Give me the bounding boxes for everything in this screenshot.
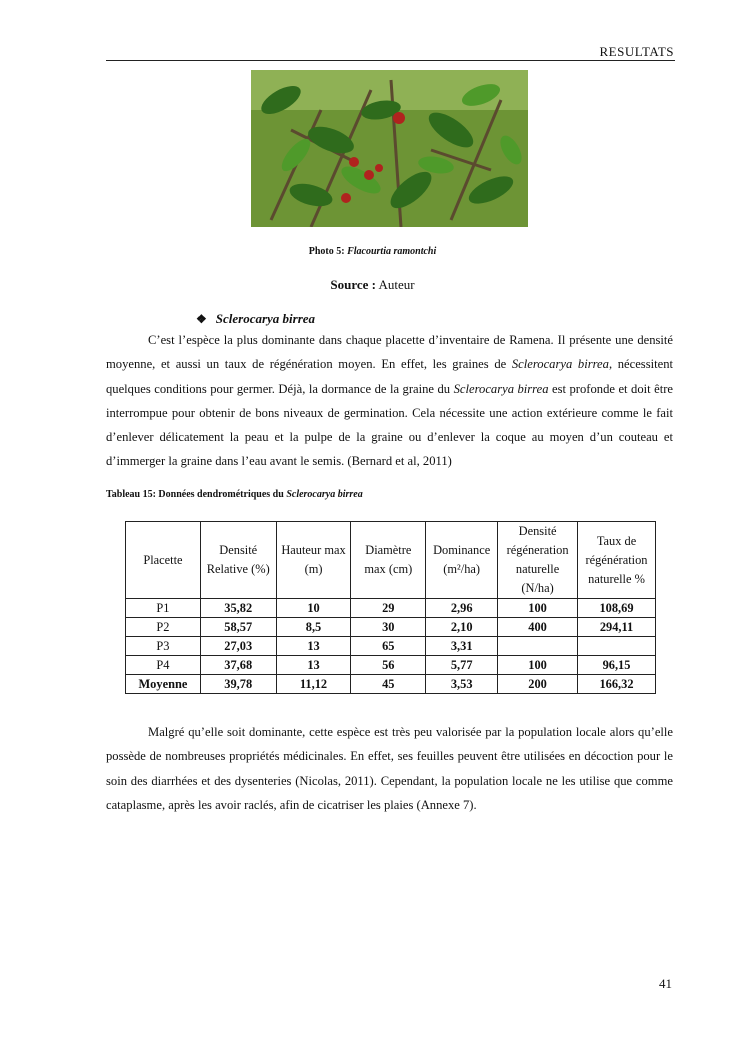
- table-cell: 65: [351, 637, 426, 656]
- table-cell: 294,11: [578, 618, 656, 637]
- diamond-bullet-icon: ❖: [196, 312, 207, 326]
- table-caption: [106, 489, 363, 500]
- paragraph-1-text-3: est profonde et doit être interrompue pour obtenir de bons niveaux de germination. Cela nécessite une action extérieure comme le fait d’enlever délicatement la peau et la pulpe de la graine ou d’enlever la coque au moyen d’un couteau et d’immerger la graine dans l’eau avant le semis. (Bernard et al, 2011): [106, 381, 674, 469]
- table-cell: P1: [126, 599, 201, 618]
- paragraph-2-text: Malgré qu’elle soit dominante, cette espèce est très peu valorisée par la population locale alors qu’elle possède de nombreuses propriétés médicinales. En effet, ses feuilles peuvent être utilisées en décoction pour le soin des diarrhées et des dysenteries (Nicolas, 2011). Cependant, la population locale ne les utilise que comme cataplasme, après les avoir raclés, afin de cicatriser les plaies (Annexe 7).: [106, 725, 673, 812]
- paragraph-2: [106, 720, 673, 817]
- table-cell: 3,31: [426, 637, 498, 656]
- table-caption-prefix: Tableau 15: Données dendrométriques du: [106, 489, 287, 500]
- table-row: [126, 656, 656, 675]
- table-cell: 10: [276, 599, 351, 618]
- paragraph-1: [106, 328, 673, 474]
- table-cell: 8,5: [276, 618, 351, 637]
- table-cell: P2: [126, 618, 201, 637]
- paragraph-1-text-2: , nécessitent quelques conditions pour germer. Déjà, la dormance de la graine du: [106, 357, 673, 396]
- table-cell: 39,78: [200, 675, 276, 694]
- foliage-illustration: [251, 70, 528, 227]
- table-row: [126, 599, 656, 618]
- table-header: Hauteur max (m): [276, 522, 351, 599]
- table-cell: 5,77: [426, 656, 498, 675]
- table-row: [126, 637, 656, 656]
- table-cell: 400: [498, 618, 578, 637]
- table-cell: 200: [498, 675, 578, 694]
- table-cell: P3: [126, 637, 201, 656]
- source-value: Auteur: [375, 277, 415, 292]
- table-cell: 108,69: [578, 599, 656, 618]
- table-cell: P4: [126, 656, 201, 675]
- section-title: RESULTATS: [599, 44, 674, 59]
- plant-photo: [251, 70, 528, 227]
- table-total-row: [126, 675, 656, 694]
- table-caption-species: Sclerocarya birrea: [286, 489, 363, 500]
- paragraph-1-text-1: C’est l’espèce la plus dominante dans chaque placette d’inventaire de Ramena. Il présente une densité moyenne, et aussi un taux de régénération moyen. En effet, les graines de: [106, 333, 673, 372]
- table-cell: 11,12: [276, 675, 351, 694]
- table-cell: [578, 637, 656, 656]
- table-cell: 45: [351, 675, 426, 694]
- table-cell: 13: [276, 637, 351, 656]
- table-header: Dominance (m²/ha): [426, 522, 498, 599]
- table-cell: 96,15: [578, 656, 656, 675]
- page-number: 41: [659, 976, 672, 991]
- table-header: Densité Relative (%): [200, 522, 276, 599]
- table-cell: 100: [498, 656, 578, 675]
- table-cell: 2,10: [426, 618, 498, 637]
- table-header: Densité régéneration naturelle (N/ha): [498, 522, 578, 599]
- caption-prefix: Photo 5:: [308, 246, 348, 257]
- table-row: [126, 618, 656, 637]
- header-rule: [106, 60, 675, 61]
- table-header: Diamètre max (cm): [351, 522, 426, 599]
- caption-species: Flacourtia ramontchi: [347, 246, 437, 257]
- species-heading: [196, 311, 315, 327]
- table-cell: 3,53: [426, 675, 498, 694]
- table-cell: 56: [351, 656, 426, 675]
- paragraph-1-species-2: Sclerocarya birrea: [453, 381, 549, 396]
- table-header: Placette: [126, 522, 201, 599]
- photo-source: [0, 277, 745, 293]
- dendrometric-table: [125, 521, 656, 694]
- table-cell: 58,57: [200, 618, 276, 637]
- table-header-row: [126, 522, 656, 599]
- table-cell: 166,32: [578, 675, 656, 694]
- photo-caption: [0, 246, 745, 257]
- source-label: Source :: [330, 277, 376, 292]
- table-cell: 29: [351, 599, 426, 618]
- table-cell: 30: [351, 618, 426, 637]
- table-header: Taux de régénération naturelle %: [578, 522, 656, 599]
- table-cell: 100: [498, 599, 578, 618]
- table-cell: [498, 637, 578, 656]
- species-heading-text: Sclerocarya birrea: [215, 311, 316, 326]
- table-cell: 35,82: [200, 599, 276, 618]
- table-cell: 37,68: [200, 656, 276, 675]
- table-cell: 2,96: [426, 599, 498, 618]
- table-cell: 27,03: [200, 637, 276, 656]
- table-cell: 13: [276, 656, 351, 675]
- table-cell: Moyenne: [126, 675, 201, 694]
- paragraph-1-species-1: Sclerocarya birrea: [511, 357, 609, 372]
